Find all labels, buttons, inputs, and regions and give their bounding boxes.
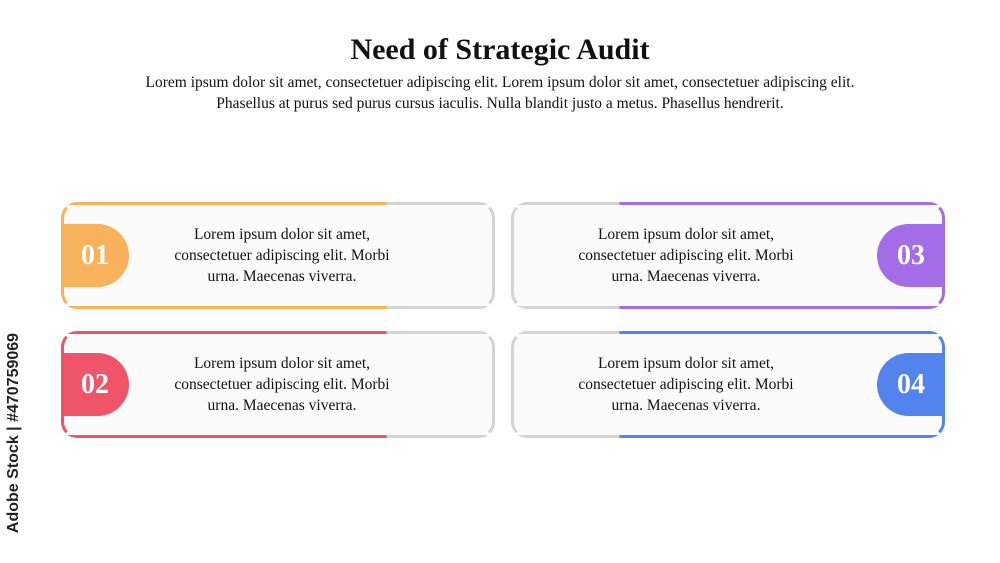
step-badge-04: 04 xyxy=(877,353,945,416)
step-text-02-line-1: Lorem ipsum dolor sit amet, xyxy=(193,355,371,372)
subtitle-line-1: Lorem ipsum dolor sit amet, consectetuer adipiscing elit. Lorem ipsum dolor sit amet, consectetuer adipiscing elit. xyxy=(145,74,855,91)
step-badge-03: 03 xyxy=(877,224,945,287)
step-card-03 xyxy=(511,202,945,309)
step-text-01-line-1: Lorem ipsum dolor sit amet, xyxy=(193,226,371,243)
stock-watermark xyxy=(2,320,26,545)
step-badge-02: 02 xyxy=(61,353,129,416)
step-text-01-line-3: urna. Maecenas viverra. xyxy=(207,268,357,285)
page-subtitle xyxy=(100,72,900,114)
step-text-04-line-3: urna. Maecenas viverra. xyxy=(611,397,761,414)
step-text-02 xyxy=(142,334,422,435)
subtitle-line-2: Phasellus at purus sed purus cursus iaculis. Nulla blandit justo a metus. Phasellus hendrerit. xyxy=(216,95,784,112)
step-text-03-line-2: consectetuer adipiscing elit. Morbi xyxy=(578,247,794,264)
page-title: Need of Strategic Audit xyxy=(350,33,650,66)
step-text-03-line-1: Lorem ipsum dolor sit amet, xyxy=(597,226,775,243)
step-text-01 xyxy=(142,205,422,306)
step-text-03-line-3: urna. Maecenas viverra. xyxy=(611,268,761,285)
step-text-02-line-3: urna. Maecenas viverra. xyxy=(207,397,357,414)
step-badge-01: 01 xyxy=(61,224,129,287)
step-text-04-line-2: consectetuer adipiscing elit. Morbi xyxy=(578,376,794,393)
stock-watermark-text: Adobe Stock | #470759069 xyxy=(5,332,23,533)
step-text-02-line-2: consectetuer adipiscing elit. Morbi xyxy=(174,376,390,393)
step-card-04 xyxy=(511,331,945,438)
step-card-02 xyxy=(61,331,495,438)
step-text-01-line-2: consectetuer adipiscing elit. Morbi xyxy=(174,247,390,264)
step-text-04 xyxy=(546,334,826,435)
step-text-03 xyxy=(546,205,826,306)
step-card-01 xyxy=(61,202,495,309)
step-text-04-line-1: Lorem ipsum dolor sit amet, xyxy=(597,355,775,372)
